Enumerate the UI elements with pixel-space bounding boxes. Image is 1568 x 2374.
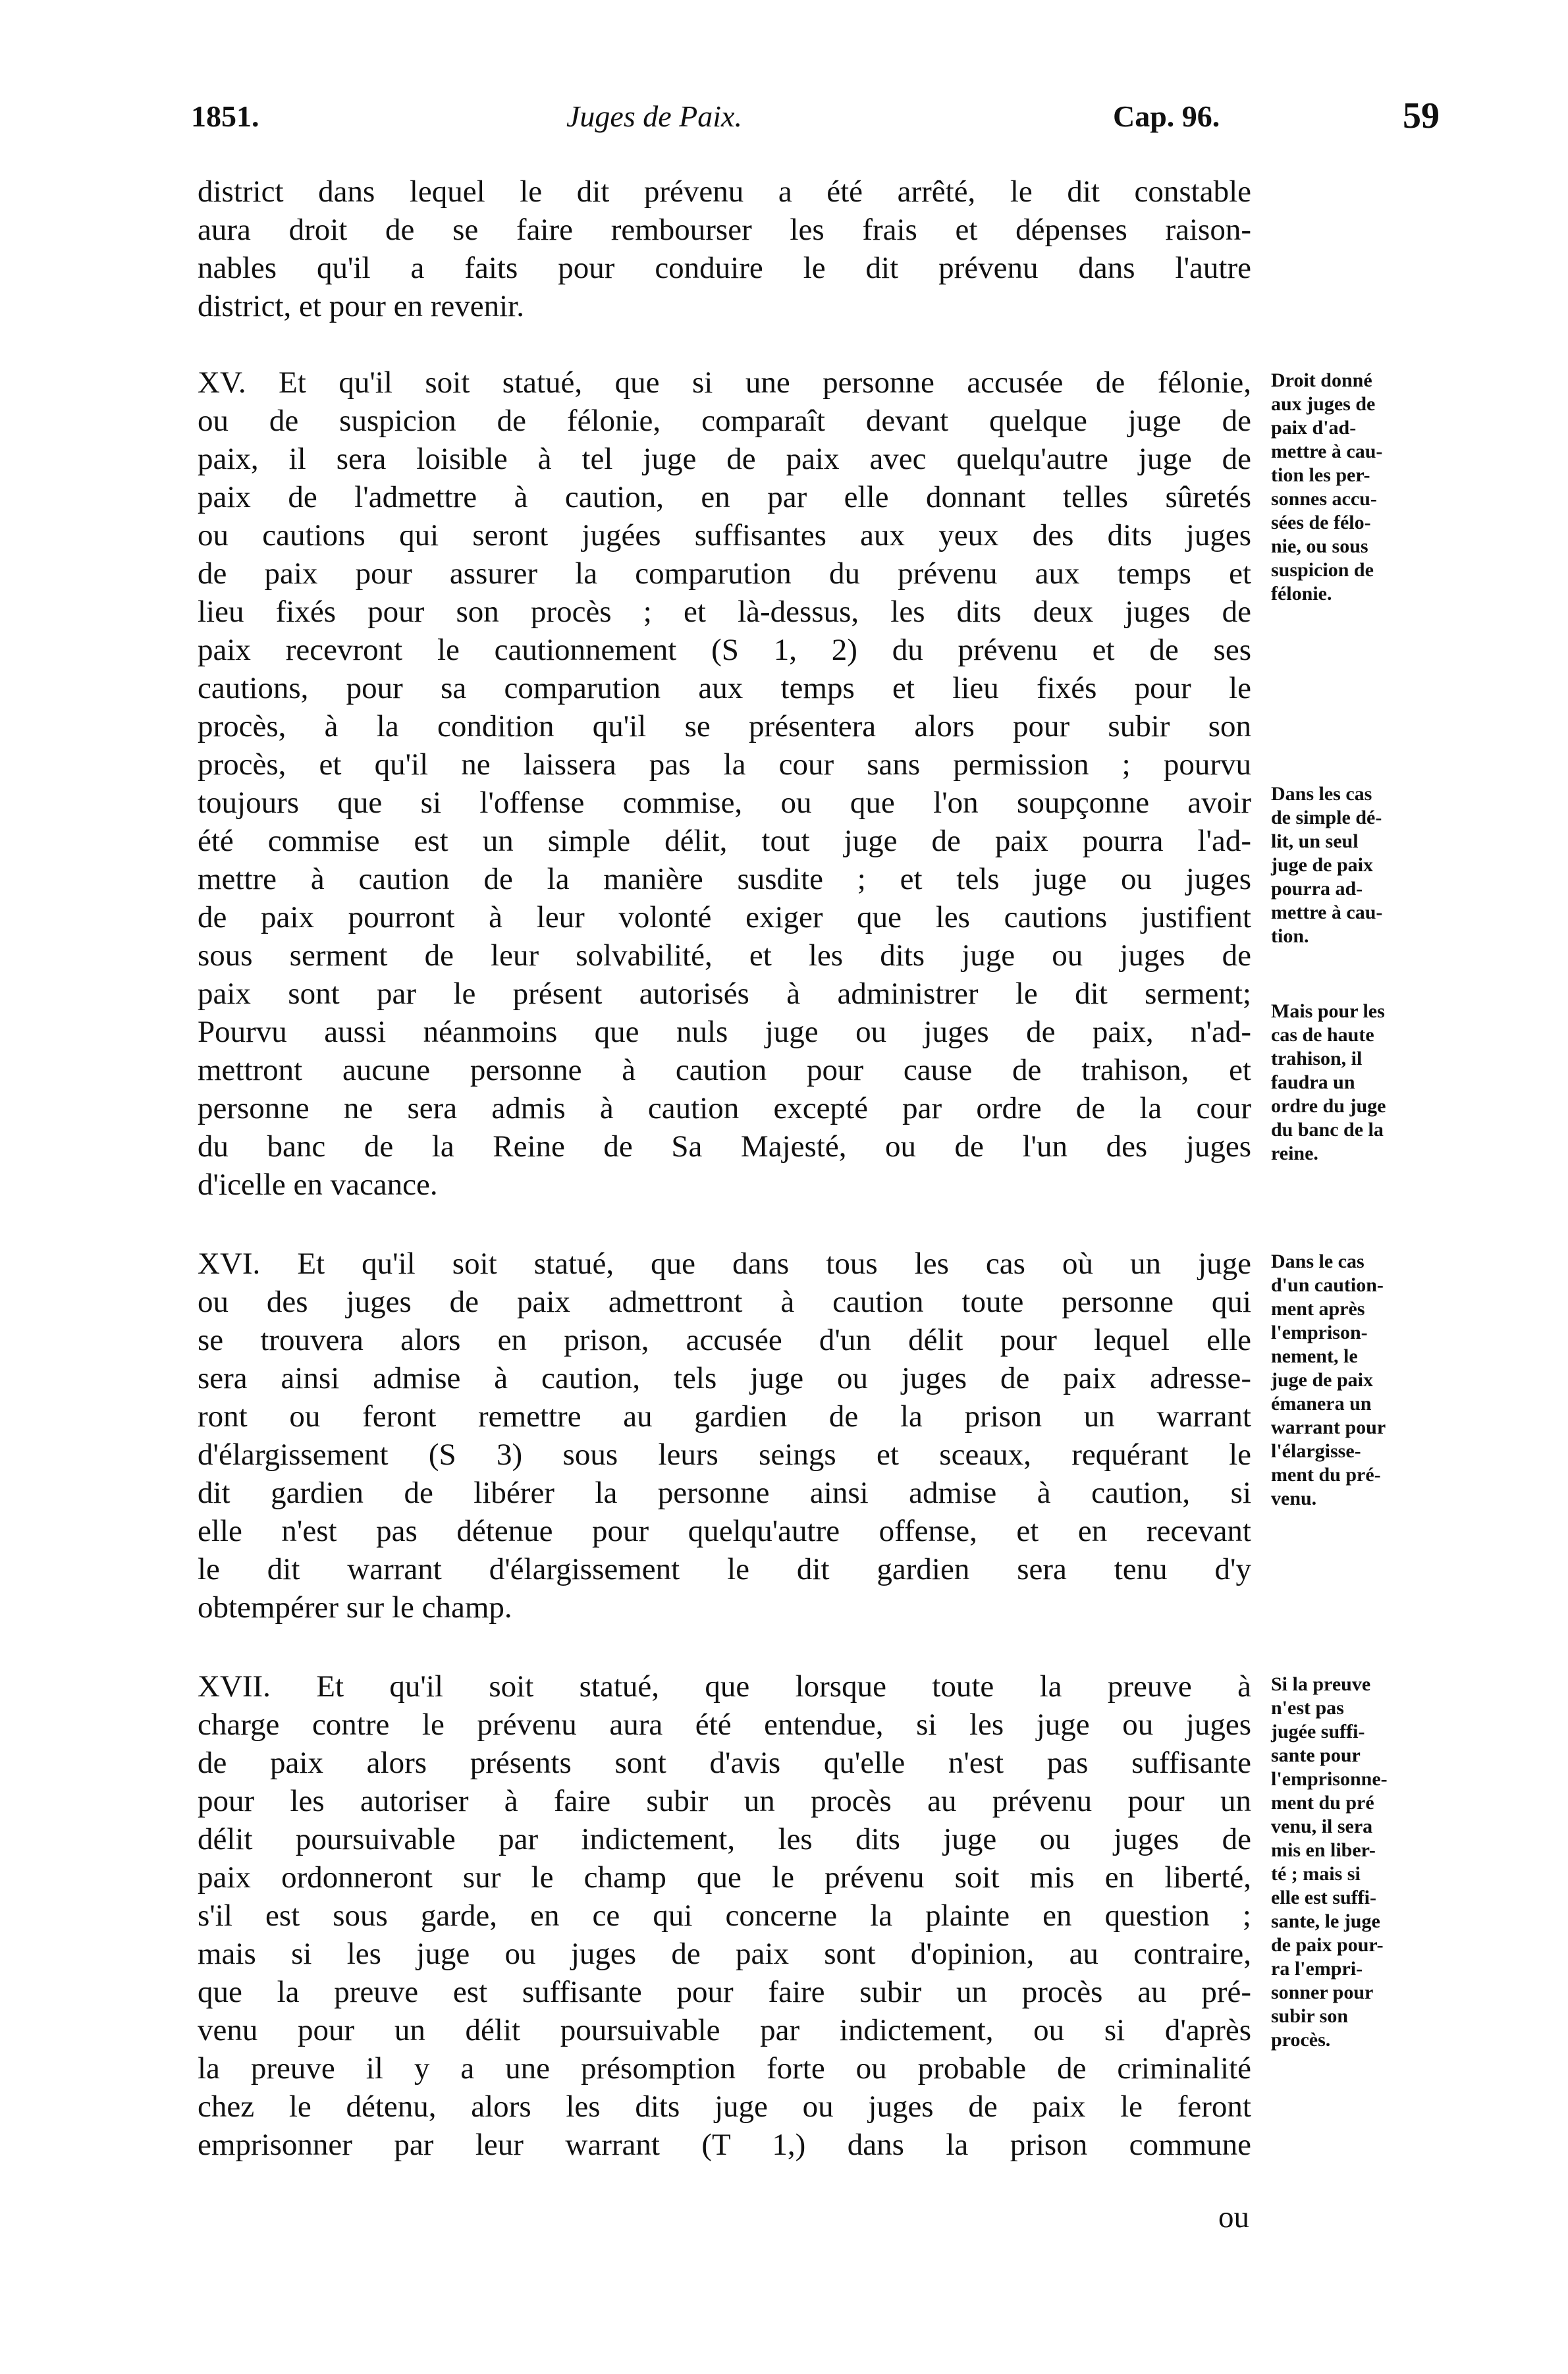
text-line: toujours que si l'offense commise, ou que l'on soupçonne avoir <box>198 786 1251 820</box>
text-line: de paix pourront à leur volonté exiger que les cautions justifient <box>198 900 1251 934</box>
text-line: obtempérer sur le champ. <box>198 1590 512 1625</box>
text-line: mettront aucune personne à caution pour cause de trahison, et <box>198 1053 1251 1087</box>
margin-line: venu, il sera <box>1271 1816 1373 1837</box>
margin-line: juge de paix <box>1271 854 1374 876</box>
text-line: XV. Et qu'il soit statué, que si une personne accusée de félonie, <box>198 365 1251 400</box>
margin-line: ment après <box>1271 1298 1365 1320</box>
text-line: ront ou feront remettre au gardien de la prison un warrant <box>198 1399 1251 1434</box>
marginal-note-simple-delit <box>1271 782 1469 948</box>
margin-line: de paix pour- <box>1271 1934 1384 1956</box>
catchword: ou <box>1218 2200 1249 2234</box>
margin-line: sonner pour <box>1271 1982 1374 2003</box>
margin-line: jugée suffi- <box>1271 1721 1365 1742</box>
text-line: d'élargissement (S 3) sous leurs seings et sceaux, requérant le <box>198 1438 1251 1472</box>
text-line: ou cautions qui seront jugées suffisantes aux yeux des dits juges <box>198 518 1251 553</box>
text-line: elle n'est pas détenue pour quelqu'autre offense, et en recevant <box>198 1514 1251 1548</box>
margin-line: nie, ou sous <box>1271 535 1368 557</box>
section-xvi <box>198 1245 1251 1627</box>
margin-line: venu. <box>1271 1488 1317 1509</box>
text-line: d'icelle en vacance. <box>198 1168 438 1202</box>
margin-line: sante pour <box>1271 1744 1361 1766</box>
text-line: délit poursuivable par indictement, les dits juge ou juges de <box>198 1822 1251 1856</box>
margin-line: subir son <box>1271 2005 1349 2027</box>
margin-line: lit, un seul <box>1271 830 1359 852</box>
text-line: paix de l'admettre à caution, en par elle donnant telles sûretés <box>198 480 1251 514</box>
text-line: ou des juges de paix admettront à caution toute personne qui <box>198 1285 1251 1319</box>
margin-line: trahison, il <box>1271 1048 1363 1069</box>
text-line: sera ainsi admise à caution, tels juge ou juges de paix adresse- <box>198 1361 1251 1395</box>
text-line: procès, à la condition qu'il se présentera alors pour subir son <box>198 709 1251 743</box>
margin-line: ment du pré- <box>1271 1464 1381 1486</box>
marginal-note-warrant-elargissement <box>1271 1250 1469 1511</box>
text-line: emprisonner par leur warrant (T 1,) dans la prison commune <box>198 2128 1251 2162</box>
text-line: lieu fixés pour son procès ; et là-dessus, les dits deux juges de <box>198 595 1251 629</box>
margin-line: sante, le juge <box>1271 1910 1380 1932</box>
text-line: s'il est sous garde, en ce qui concerne la plainte en question ; <box>198 1899 1251 1933</box>
text-line: aura droit de se faire rembourser les frais et dépenses raison- <box>198 213 1251 247</box>
header-title: Juges de Paix. <box>566 99 742 133</box>
text-line: procès, et qu'il ne laissera pas la cour sans permission ; pourvu <box>198 747 1251 782</box>
text-line: XVI. Et qu'il soit statué, que dans tous les cas où un juge <box>198 1247 1251 1281</box>
text-line: le dit warrant d'élargissement le dit gardien sera tenu d'y <box>198 1552 1251 1586</box>
margin-line: mettre à cau- <box>1271 441 1383 462</box>
margin-line: Si la preuve <box>1271 1673 1371 1695</box>
text-line: XVII. Et qu'il soit statué, que lorsque toute la preuve à <box>198 1669 1251 1704</box>
margin-line: reine. <box>1271 1143 1318 1164</box>
margin-line: suspicion de <box>1271 559 1374 581</box>
text-line: été commise est un simple délit, tout juge de paix pourra l'ad- <box>198 824 1251 858</box>
margin-line: tion. <box>1271 925 1309 947</box>
margin-line: émanera un <box>1271 1393 1372 1415</box>
margin-line: l'élargisse- <box>1271 1440 1361 1462</box>
section-xv <box>198 364 1251 1204</box>
margin-line: tion les per- <box>1271 464 1370 486</box>
margin-line: procès. <box>1271 2029 1331 2051</box>
margin-line: faudra un <box>1271 1071 1355 1093</box>
text-line: chez le détenu, alors les dits juge ou juges de paix le feront <box>198 2090 1251 2124</box>
margin-line: pourra ad- <box>1271 878 1363 900</box>
text-line: personne ne sera admis à caution excepté par ordre de la cour <box>198 1091 1251 1125</box>
margin-line: ra l'empri- <box>1271 1958 1363 1980</box>
margin-line: cas de haute <box>1271 1024 1374 1046</box>
margin-line: sonnes accu- <box>1271 488 1377 510</box>
margin-line: ordre du juge <box>1271 1095 1386 1117</box>
margin-line: mettre à cau- <box>1271 902 1383 923</box>
margin-line: félonie. <box>1271 583 1332 605</box>
margin-line: juge de paix <box>1271 1369 1374 1391</box>
text-line: Pourvu aussi néanmoins que nuls juge ou juges de paix, n'ad- <box>198 1015 1251 1049</box>
margin-line: paix d'ad- <box>1271 417 1357 439</box>
text-line: paix ordonneront sur le champ que le prévenu soit mis en liberté, <box>198 1860 1251 1895</box>
text-line: paix, il sera loisible à tel juge de paix avec quelqu'autre juge de <box>198 442 1251 476</box>
margin-line: l'emprison- <box>1271 1322 1368 1343</box>
text-line: paix sont par le présent autorisés à administrer le dit serment; <box>198 977 1251 1011</box>
header-year: 1851. <box>191 99 259 133</box>
text-line: charge contre le prévenu aura été entendue, si les juge ou juges <box>198 1708 1251 1742</box>
margin-line: aux juges de <box>1271 393 1376 415</box>
text-line: district dans lequel le dit prévenu a été arrêté, le dit constable <box>198 175 1251 209</box>
text-line: de paix alors présents sont d'avis qu'elle n'est pas suffisante <box>198 1746 1251 1780</box>
marginal-note-trahison <box>1271 1000 1469 1166</box>
marginal-note-preuve <box>1271 1673 1469 2052</box>
text-line: nables qu'il a faits pour conduire le dit prévenu dans l'autre <box>198 251 1251 285</box>
text-line: ou de suspicion de félonie, comparaît devant quelque juge de <box>198 404 1251 438</box>
margin-line: n'est pas <box>1271 1697 1344 1719</box>
text-line: mettre à caution de la manière susdite ; et tels juge ou juges <box>198 862 1251 896</box>
text-line: de paix pour assurer la comparution du prévenu aux temps et <box>198 556 1251 591</box>
marginal-note-bail-felony <box>1271 369 1469 606</box>
text-line: la preuve il y a une présomption forte ou probable de criminalité <box>198 2051 1251 2086</box>
margin-line: ment du pré <box>1271 1792 1374 1814</box>
text-line: cautions, pour sa comparution aux temps et lieu fixés pour le <box>198 671 1251 705</box>
margin-line: Mais pour les <box>1271 1000 1385 1022</box>
text-line: sous serment de leur solvabilité, et les dits juge ou juges de <box>198 938 1251 973</box>
text-line: du banc de la Reine de Sa Majesté, ou de l'un des juges <box>198 1129 1251 1164</box>
margin-line: d'un caution- <box>1271 1274 1384 1296</box>
paragraph-continuation <box>198 173 1251 325</box>
margin-line: l'emprisonne- <box>1271 1768 1388 1790</box>
margin-line: Dans les cas <box>1271 783 1372 805</box>
page-number: 59 <box>1403 95 1440 136</box>
margin-line: de simple dé- <box>1271 807 1382 828</box>
section-xvii <box>198 1667 1251 2164</box>
text-line: paix recevront le cautionnement (S 1, 2) du prévenu et de ses <box>198 633 1251 667</box>
margin-line: Dans le cas <box>1271 1251 1365 1272</box>
running-header <box>191 95 1442 151</box>
text-line: se trouvera alors en prison, accusée d'un délit pour lequel elle <box>198 1323 1251 1357</box>
margin-line: elle est suffi- <box>1271 1887 1376 1908</box>
margin-line: té ; mais si <box>1271 1863 1361 1885</box>
text-line: que la preuve est suffisante pour faire subir un procès au pré- <box>198 1975 1251 2009</box>
header-chapter: Cap. 96. <box>1113 99 1220 133</box>
text-line: pour les autoriser à faire subir un procès au prévenu pour un <box>198 1784 1251 1818</box>
margin-line: warrant pour <box>1271 1416 1386 1438</box>
text-line: mais si les juge ou juges de paix sont d'opinion, au contraire, <box>198 1937 1251 1971</box>
margin-line: du banc de la <box>1271 1119 1384 1141</box>
text-line: venu pour un délit poursuivable par indictement, ou si d'après <box>198 2013 1251 2047</box>
text-line: district, et pour en revenir. <box>198 289 524 323</box>
margin-line: nement, le <box>1271 1345 1358 1367</box>
margin-line: mis en liber- <box>1271 1839 1376 1861</box>
margin-line: Droit donné <box>1271 369 1372 391</box>
text-line: dit gardien de libérer la personne ainsi admise à caution, si <box>198 1476 1251 1510</box>
margin-line: sées de félo- <box>1271 512 1371 533</box>
